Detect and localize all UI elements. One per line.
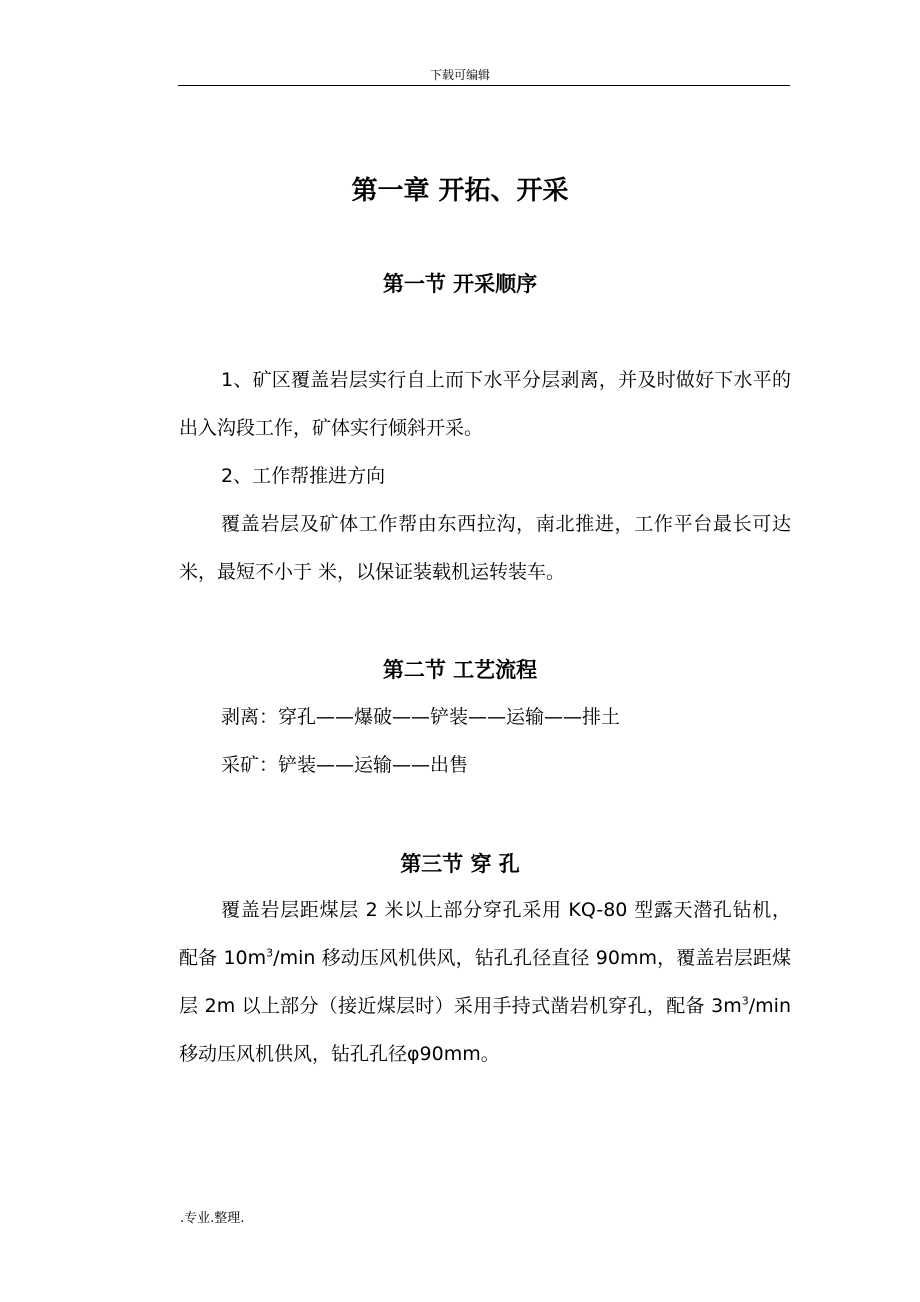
section-title-2: 第二节 工艺流程 — [382, 658, 538, 682]
page-header: 下载可编辑 — [429, 68, 490, 82]
flow-stripping: 剥离：穿孔——爆破——铲装——运输——排土 — [221, 706, 621, 728]
superscript-cubed: 3 — [266, 946, 274, 960]
section-title-3: 第三节 穿 孔 — [400, 852, 520, 876]
header-rule — [178, 85, 790, 86]
section-title-1: 第一节 开采顺序 — [382, 272, 538, 296]
section3-text-c: /min 移动压风机供风，钻孔孔径φ90mm。 — [179, 995, 791, 1065]
page-footer: .专业.整理. — [180, 1211, 245, 1226]
section1-paragraph-1: 1、矿区覆盖岩层实行自上而下水平分层剥离，并及时做好下水平的出入沟段工作，矿体实行倾斜开采。 — [179, 369, 791, 439]
superscript-cubed-2: 3 — [741, 994, 749, 1008]
section3-paragraph — [179, 886, 791, 1078]
section1-paragraph-3: 覆盖岩层及矿体工作帮由东西拉沟，南北推进，工作平台最长可达 米，最短不小于 米，以保证装载机运转装车。 — [179, 513, 791, 583]
section3-text-b: /min 移动压风机供风，钻孔孔径直径 90mm，覆盖岩层距煤层 2m 以上部分（接近煤层时）采用手持式凿岩机穿孔，配备 3m — [179, 947, 791, 1017]
section1-paragraph-2: 2、工作帮推进方向 — [221, 465, 386, 487]
section3-text-a: 覆盖岩层距煤层 2 米以上部分穿孔采用 KQ-80 型露天潜孔钻机，配备 10m — [179, 899, 791, 969]
flow-mining: 采矿：铲装——运输——出售 — [221, 754, 469, 776]
chapter-title: 第一章 开拓、开采 — [351, 176, 569, 206]
